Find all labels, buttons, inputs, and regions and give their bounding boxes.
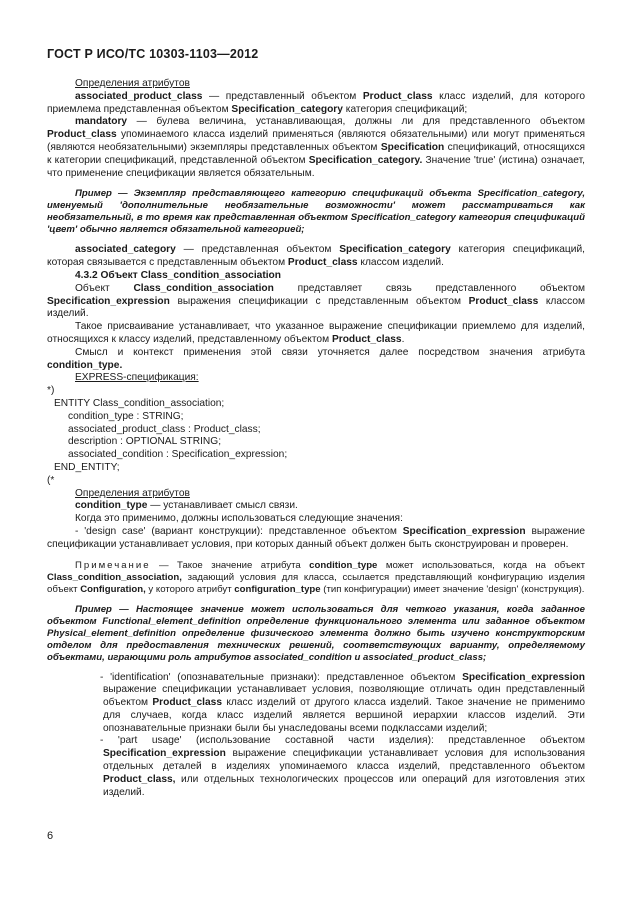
term: Specification_expression [103, 748, 226, 760]
term: Product_class, [103, 773, 176, 785]
attr-associated-product-class [47, 91, 585, 117]
text: классом изделий. [47, 295, 585, 320]
section-heading-attribute-definitions: Определения атрибутов [75, 78, 190, 89]
term: Specification_category [231, 103, 343, 115]
text: класс изделий от другого класса изделий. Такое значение не применимо для случаев, когда класс изделий является вершиной иерархии классов изделий. Эти опознавательные признаки были бы унаследованы всеми подклассами изделий; [103, 697, 585, 734]
value-design-case [47, 526, 585, 552]
attr-mandatory [47, 116, 585, 180]
text: — представленная объектом [175, 244, 340, 256]
term: condition_type [309, 559, 378, 571]
term: Specification_category. [308, 154, 423, 166]
text: класс изделий, для которого приемлема представленная объектом [47, 90, 585, 115]
text: - 'design case' (вариант конструкции): представленное объектом [75, 525, 403, 537]
text: - 'part usage' (использование составной части изделия): представленное объектом [100, 735, 585, 747]
term: condition_type [75, 500, 148, 512]
code-line: (* [47, 474, 55, 486]
text: задающий условия для класса, ссылается представляющий конфигурацию изделия объект [47, 571, 585, 595]
text: выражение спецификации устанавливает условия для использования отдельных деталей в изделиях упоминаемого класса изделий, представленного объектом [103, 748, 585, 773]
text: выражение спецификации устанавливает условия, при которых данный объект должен быть сконструирован и проверен. [47, 525, 585, 550]
section-heading-attribute-definitions-2: Определения атрибутов [75, 487, 190, 499]
text: или отдельных технологических процессов или операций для изготовления этих изделий. [103, 773, 585, 798]
value-part-usage [47, 735, 585, 799]
example-block-2: Пример — Настоящее значение может использоваться для четкого указания, когда заданное объектом Functional_element_definition определение функционального элемента или заданное объектом Physical_element_definition определение физического элемента должно быть изучено конструкторским отделом для предоставления технических решений, соответствующих варианту, определяемому объектами, играющими роль атрибутов associated_condition и associated_product_class; [47, 603, 585, 663]
term: Specification [380, 141, 445, 153]
text: — устанавливает смысл связи. [147, 500, 298, 512]
text: Значение 'true' (истина) означает, что применение спецификации является обязательным. [47, 154, 586, 179]
text: категория спецификаций; [342, 103, 468, 115]
text: - 'identification' (опознавательные признаки): представленное объектом [100, 671, 463, 683]
text: классом изделий. [357, 257, 444, 269]
paragraph-object-description [47, 283, 585, 321]
paragraph-meaning [47, 347, 585, 373]
term: mandatory [75, 116, 128, 128]
text: — Такое значение атрибута [150, 559, 310, 571]
term: Class_condition_association [133, 282, 274, 294]
code-line: associated_product_class : Product_class; [68, 423, 261, 435]
term: Product_class [47, 129, 117, 141]
text: Такое присваивание устанавливает, что указанное выражение спецификации приемлемо для изделий, относящихся к классу изделий, представленному объектом [47, 321, 585, 345]
page-content [47, 78, 585, 799]
example-block-1: Пример — Экземпляр представляющего категорию спецификаций объекта Specification_category, именуемый 'дополнительные необязательные возможности' может рассматриваться как необязательный, в то время как представленная объектом Specification_category категория спецификаций 'цвет' обычно является обязательной категорией; [47, 188, 585, 236]
text: выражение спецификации устанавливает условия, позволяющие отличать один представленный объектом [103, 684, 585, 709]
paragraph-values-intro: Когда это применимо, должны использоваться следующие значения: [75, 513, 403, 525]
term: Product_class [287, 257, 358, 269]
term: Product_class [362, 90, 433, 102]
text: Объект [75, 282, 134, 294]
term: Product_class [331, 333, 402, 345]
term: associated_product_class [75, 90, 203, 102]
text: Смысл и контекст применения этой связи уточняется далее посредством значения атрибута [75, 346, 585, 358]
text: . [401, 333, 405, 345]
note-label: Примечание [75, 559, 151, 571]
term: Configuration, [80, 583, 146, 595]
code-line: END_ENTITY; [54, 461, 120, 473]
text: упоминаемого класса изделий применяться (являются обязательными) или могут применяться (являются необязательными) экземпляры представленных объектом [47, 129, 585, 153]
attr-associated-category [47, 244, 585, 270]
page-header: ГОСТ Р ИСО/ТС 10303-1103—2012 [47, 47, 259, 61]
term: Specification_expression [47, 295, 170, 307]
term: Class_condition_association, [47, 571, 182, 583]
term: condition_type. [47, 359, 123, 371]
text: — представленный объектом [202, 90, 363, 102]
code-line: associated_condition : Specification_expression; [68, 449, 288, 461]
paragraph-assignment [47, 321, 585, 347]
subsection-heading: 4.3.2 Объект Class_condition_association [75, 269, 281, 281]
term: Product_class [468, 295, 539, 307]
note-block [47, 560, 585, 596]
term: configuration_type [234, 583, 321, 595]
term: Specification_expression [402, 525, 526, 537]
text: может использоваться, когда на объект [377, 559, 585, 571]
express-spec-heading: EXPRESS-спецификация: [75, 372, 199, 384]
text: спецификаций, относящихся к категории спецификаций, представленной объектом [47, 141, 585, 166]
term: Specification_category [339, 244, 451, 256]
text: — булева величина, устанавливающая, должны ли для представленного объектом [127, 116, 585, 128]
text: (тип конфигурации) имеет значение 'design' (конструкция). [320, 583, 585, 595]
code-line: ENTITY Class_condition_association; [54, 397, 225, 409]
term: Product_class [152, 697, 222, 709]
express-code-block [47, 385, 585, 487]
term: Specification_expression [462, 671, 585, 683]
code-line: condition_type : STRING; [68, 410, 184, 422]
text: представляет связь представленного объектом [273, 282, 585, 294]
text: категория спецификаций, которая связывается с представленным объектом [47, 244, 585, 269]
page-number: 6 [47, 830, 54, 842]
text: у которого атрибут [145, 583, 235, 595]
term: associated_category [75, 244, 176, 256]
attr-condition-type [47, 500, 585, 513]
value-identification [47, 672, 585, 736]
text: выражения спецификации с представленным объектом [169, 295, 469, 307]
code-line: description : OPTIONAL STRING; [68, 436, 222, 448]
code-line: *) [47, 385, 55, 397]
